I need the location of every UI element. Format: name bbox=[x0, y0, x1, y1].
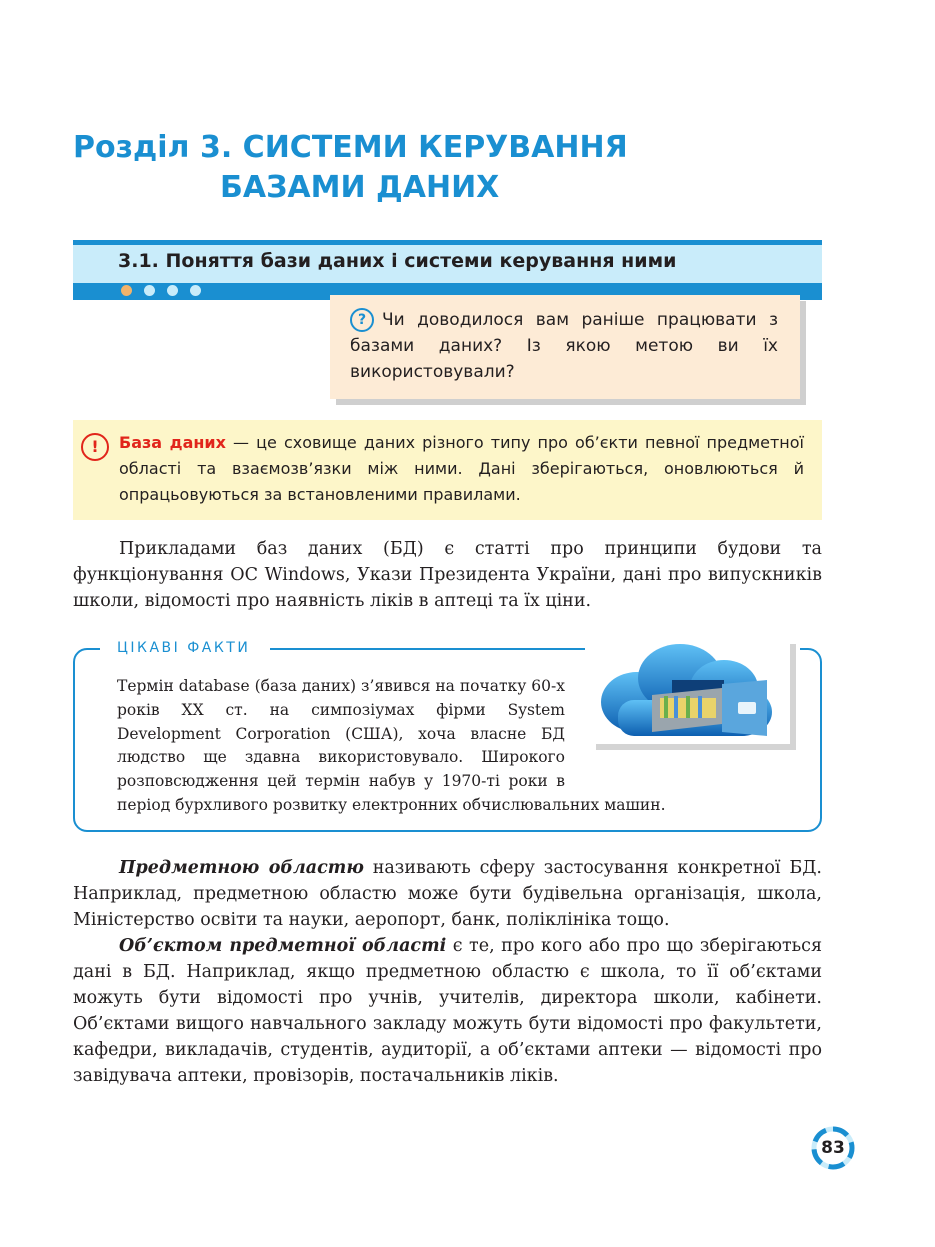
paragraph-subject-area bbox=[73, 855, 822, 933]
definition-term: База даних bbox=[119, 433, 226, 452]
progress-dot bbox=[167, 285, 178, 296]
facts-label: ЦІКАВІ ФАКТИ bbox=[117, 640, 251, 656]
term-subject-object: Об’єктом предметної області bbox=[119, 936, 447, 956]
progress-dot-active bbox=[121, 285, 132, 296]
chapter-title-line2: БАЗАМИ ДАНИХ bbox=[220, 170, 500, 205]
question-icon: ? bbox=[350, 308, 374, 332]
term-subject-area: Предметною областю bbox=[119, 858, 364, 878]
chapter-title-line1: Розділ 3. СИСТЕМИ КЕРУВАННЯ bbox=[73, 130, 628, 165]
page-number: 83 bbox=[821, 1138, 845, 1158]
paragraph-subject-object-text: є те, про кого або про що зберігаються дані в БД. Наприклад, якщо предметною областю є школа, то її об’єктами можуть бути відомості про учнів, учителів, директора школи, кабінети. Об’єктами вищого навчального закладу можуть бути відомості про факультети, кафедри, викладачів, студентів, аудиторії, а об’єктами аптеки — відомості про завідувача аптеки, провізорів, постачальників ліків. bbox=[73, 936, 822, 1086]
progress-dot bbox=[144, 285, 155, 296]
section-progress-dots bbox=[121, 285, 201, 296]
question-box bbox=[330, 295, 800, 399]
facts-text: Термін database (база даних) з’явився на початку 60-х років XX ст. на симпозіумах фірми System Development Corporation (США), хоча власне БД людство ще здавна використовувало. Широкого розповсюдження цей термін набув у 1970-ті роки в період бурхливого розвитку електронних обчислювальних машин. bbox=[117, 677, 666, 814]
paragraph-examples: Прикладами баз даних (БД) є статті про принципи будови та функціонування ОС Windows, Укази Президента України, дані про випускників школи, відомості про наявність ліків в аптеці та їх ціни. bbox=[73, 539, 822, 611]
facts-text-block bbox=[117, 675, 805, 818]
paragraph-subject-object bbox=[73, 933, 822, 1089]
chapter-title bbox=[73, 128, 833, 208]
facts-header-line bbox=[270, 648, 585, 650]
facts-image-spacer bbox=[565, 675, 805, 773]
progress-dot bbox=[190, 285, 201, 296]
question-text: Чи доводилося вам раніше працювати з базами даних? Із якою метою ви їх використовували? bbox=[350, 310, 778, 382]
definition-box bbox=[73, 420, 822, 520]
exclamation-icon: ! bbox=[81, 433, 109, 461]
paragraph-subject-area-text: називають сферу застосування конкретної БД. Наприклад, предметною областю може бути будівельна організація, школа, Міністерство освіти та науки, аеропорт, банк, поліклініка тощо. bbox=[73, 858, 822, 930]
definition-text: — це сховище даних різного типу про об’єкти певної предметної області та взаємозв’язки між ними. Дані зберігаються, оновлюються й опрацьовуються за встановленими правилами. bbox=[119, 433, 804, 504]
section-title: 3.1. Поняття бази даних і системи керування ними bbox=[118, 250, 677, 272]
